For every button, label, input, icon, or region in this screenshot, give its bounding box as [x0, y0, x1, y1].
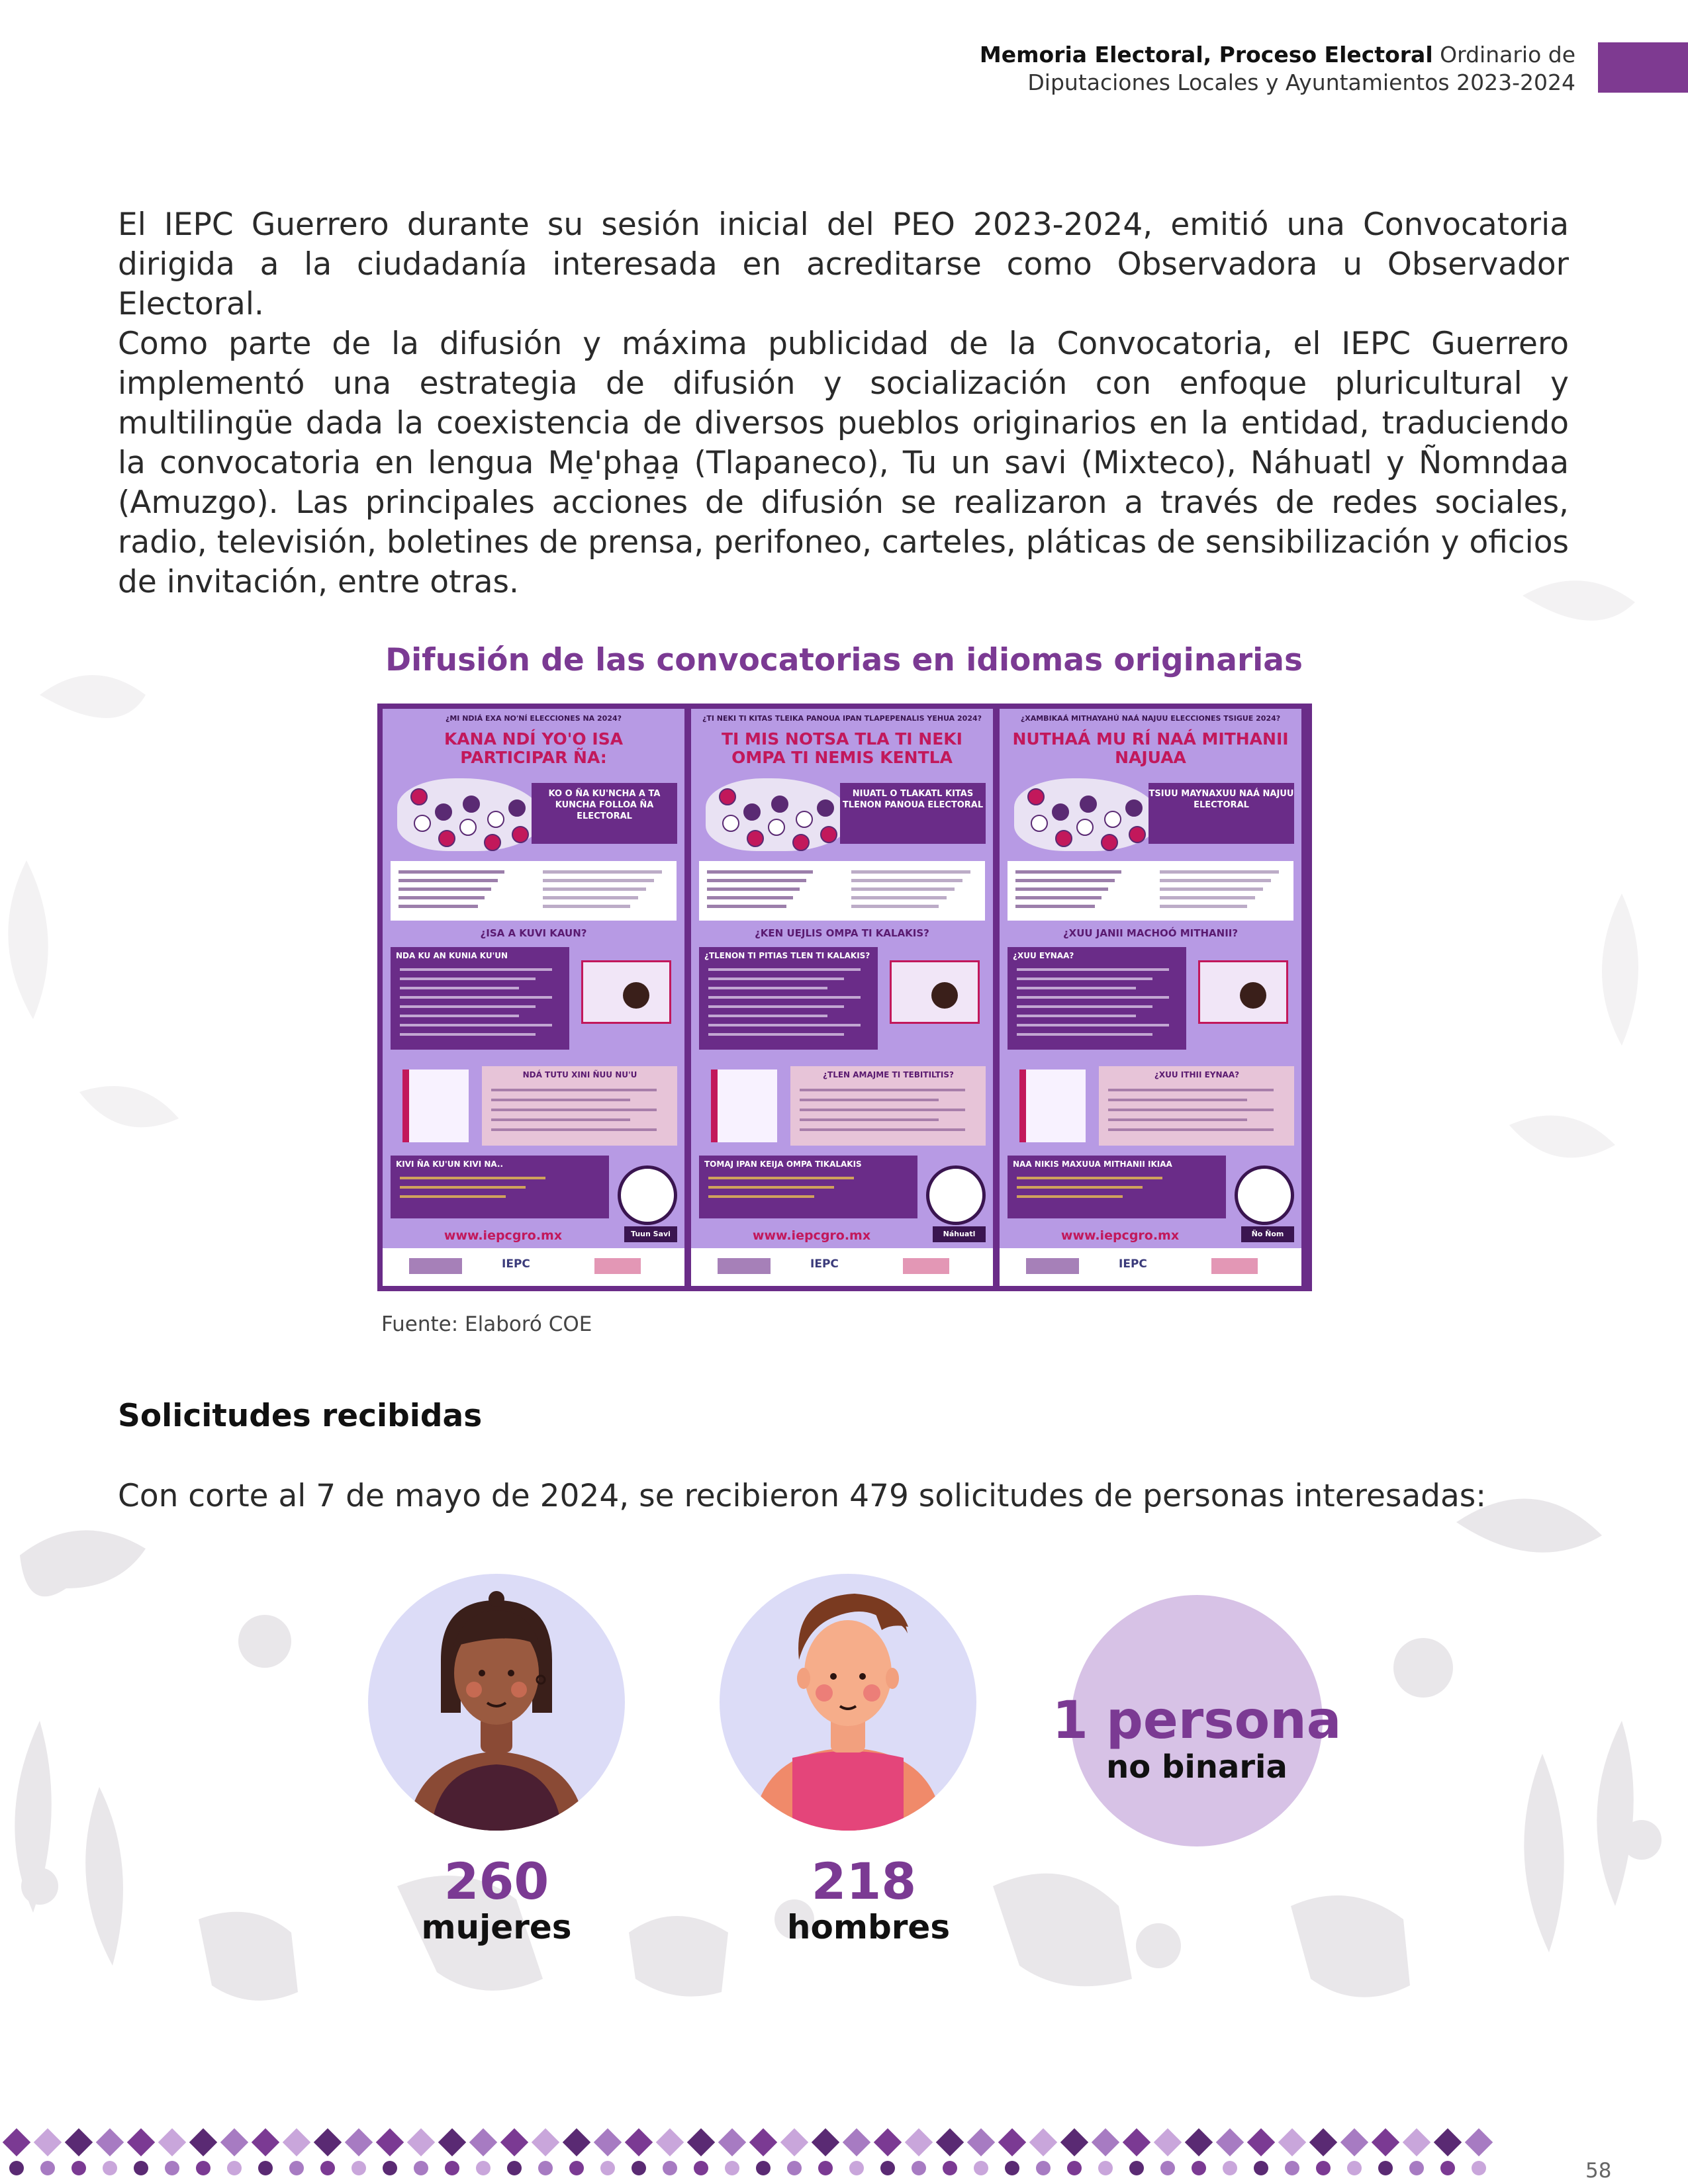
poster-info-box — [391, 861, 677, 921]
map-marker — [817, 799, 834, 817]
person-head — [1240, 982, 1266, 1009]
header-title-line2: Diputaciones Locales y Ayuntamientos 2023-2024 — [1027, 69, 1575, 95]
text-line — [1160, 870, 1279, 874]
map-marker — [796, 811, 813, 828]
map-marker — [792, 834, 810, 851]
border-motif — [3, 2128, 30, 2175]
text-line — [543, 887, 646, 891]
text-line — [1017, 1015, 1136, 1017]
poster-footer-logos — [383, 1248, 684, 1286]
text-line — [491, 1099, 630, 1101]
map-marker — [1125, 799, 1143, 817]
border-motif — [65, 2128, 93, 2175]
border-motif — [656, 2128, 684, 2175]
border-motif — [500, 2128, 528, 2175]
man-avatar — [720, 1574, 976, 1831]
text-line — [707, 879, 806, 882]
text-line — [1160, 887, 1263, 891]
text-line — [708, 1015, 827, 1017]
person-head — [931, 982, 958, 1009]
text-line — [800, 1109, 965, 1111]
poster-section — [482, 1066, 677, 1146]
nonbinary-count: 1 persona — [1052, 1691, 1342, 1751]
map-marker — [743, 803, 761, 821]
section-heading: Solicitudes recibidas — [118, 1398, 483, 1434]
poster-subheadline: NIUATL O TLAKATL KITAS TLENON PANOUA ELECTORAL — [840, 783, 986, 844]
border-motif — [1403, 2128, 1430, 2175]
map-marker — [1027, 788, 1045, 805]
text-line — [1017, 1005, 1152, 1008]
poster-info-box — [1008, 861, 1293, 921]
border-motif — [998, 2128, 1026, 2175]
poster-url: www.iepcgro.mx — [444, 1228, 563, 1243]
poster-headline: KANA NDÍ YO'O ISA PARTICIPAR ÑA: — [444, 729, 624, 767]
text-line — [400, 987, 519, 989]
text-line — [400, 1015, 519, 1017]
figure-source: Fuente: Elaboró COE — [381, 1312, 592, 1336]
poster-footer-logos — [691, 1248, 993, 1286]
person-head — [623, 982, 649, 1009]
document-illustration — [711, 1069, 777, 1142]
text-line — [1017, 1024, 1169, 1026]
text-line — [491, 1089, 657, 1091]
women-count: 260 — [444, 1852, 549, 1911]
text-line — [800, 1099, 939, 1101]
text-line — [851, 887, 955, 891]
poster-section-title: ¿XUU ITHII EYNAA? — [1154, 1070, 1240, 1079]
border-motif — [1216, 2128, 1244, 2175]
text-line — [708, 987, 827, 989]
text-line — [1015, 887, 1108, 891]
border-motif — [967, 2128, 995, 2175]
border-motif — [812, 2128, 839, 2175]
border-motif — [718, 2128, 746, 2175]
nonbinary-label: no binaria — [1106, 1749, 1288, 1786]
border-motif — [1278, 2128, 1306, 2175]
text-line — [708, 1005, 844, 1008]
solicitudes-intro: Con corte al 7 de mayo de 2024, se recibieron 479 solicitudes de personas interesadas: — [118, 1478, 1487, 1514]
map-marker — [459, 819, 477, 836]
text-line — [1015, 905, 1095, 908]
text-line — [800, 1128, 965, 1131]
text-line — [851, 870, 970, 874]
poster-url: www.iepcgro.mx — [752, 1228, 871, 1243]
text-line — [1015, 870, 1121, 874]
text-line — [1017, 1186, 1143, 1189]
text-line — [400, 1024, 552, 1026]
poster-question: ¿XUU JANII MACHOÓ MITHANII? — [1062, 927, 1239, 939]
map-marker — [747, 830, 764, 847]
text-line — [708, 1024, 861, 1026]
border-motif — [345, 2128, 373, 2175]
header-accent-bar — [1598, 42, 1688, 93]
document-illustration — [1019, 1069, 1086, 1142]
text-line — [1108, 1089, 1274, 1091]
clock-icon — [618, 1165, 677, 1225]
partner-logo — [1026, 1258, 1079, 1274]
text-line — [491, 1109, 657, 1111]
text-line — [1017, 996, 1169, 999]
poster-question: ¿ISA A KUVI KAUN? — [480, 927, 587, 939]
poster-url: www.iepcgro.mx — [1060, 1228, 1180, 1243]
text-line — [708, 1033, 844, 1036]
border-motif — [469, 2128, 497, 2175]
border-motif — [189, 2128, 217, 2175]
border-motif — [1372, 2128, 1399, 2175]
map-marker — [484, 834, 501, 851]
poster-section-title: NDÁ TUTU XINI ÑUU NU'U — [522, 1070, 637, 1079]
poster-map — [1014, 778, 1160, 851]
partner-logo — [1211, 1258, 1258, 1274]
text-line — [1017, 968, 1169, 971]
poster-info-box — [699, 861, 985, 921]
text-line — [1017, 987, 1136, 989]
poster-section — [391, 947, 569, 1050]
border-motif — [1434, 2128, 1462, 2175]
poster-question: ¿KEN UEJLIS OMPA TI KALAKIS? — [755, 927, 929, 939]
text-line — [708, 1186, 834, 1189]
map-marker — [508, 799, 526, 817]
poster-section-title: ¿TLEN AMAJME TI TEBITILTIS? — [823, 1070, 954, 1079]
map-marker — [1080, 796, 1097, 813]
partner-logo — [718, 1258, 771, 1274]
border-motif — [1092, 2128, 1119, 2175]
page-number: 58 — [1585, 2159, 1612, 2183]
running-header — [649, 41, 1575, 97]
header-title-bold: Memoria Electoral, Proceso Electoral — [979, 42, 1433, 68]
border-motif — [563, 2128, 590, 2175]
map-marker — [487, 811, 504, 828]
poster-map — [397, 778, 543, 851]
border-motif — [1185, 2128, 1213, 2175]
border-motif — [532, 2128, 559, 2175]
text-line — [543, 905, 630, 908]
text-line — [1160, 879, 1271, 882]
text-line — [1017, 1033, 1152, 1036]
text-line — [1015, 896, 1102, 899]
partner-logo — [409, 1258, 462, 1274]
body-paragraph-1: El IEPC Guerrero durante su sesión inicial del PEO 2023-2024, emitió una Convocatoria dirigida a la ciudadanía interesada en acreditarse como Observadora u Observador Electoral. — [118, 206, 1569, 322]
text-line — [707, 905, 786, 908]
text-line — [400, 968, 552, 971]
border-motif — [283, 2128, 310, 2175]
map-marker — [722, 815, 739, 832]
text-line — [543, 896, 638, 899]
poster-section-title: NAA NIKIS MAXUUA MITHANII IKIAA — [1013, 1160, 1172, 1169]
poster-language-tag: Tuun Savi — [624, 1226, 677, 1242]
iepc-logo: IEPC — [502, 1257, 530, 1271]
border-motif — [252, 2128, 279, 2175]
border-motif — [438, 2128, 466, 2175]
clock-icon — [926, 1165, 986, 1225]
text-line — [851, 879, 962, 882]
border-motif — [158, 2128, 186, 2175]
poster-section — [1099, 1066, 1294, 1146]
poster-section-title: NDA KU AN KUNIA KU'UN — [396, 951, 508, 960]
map-marker — [1101, 834, 1118, 851]
poster-top-text: ¿MI NDIÁ EXA NO'NÍ ELECCIONES NA 2024? — [445, 714, 622, 723]
poster-section — [699, 947, 878, 1050]
border-motif — [1060, 2128, 1088, 2175]
text-line — [399, 887, 491, 891]
woman-avatar — [368, 1574, 625, 1831]
poster-footer-logos — [1000, 1248, 1301, 1286]
poster-language-tag: Ño Ñom — [1241, 1226, 1294, 1242]
border-motif — [1029, 2128, 1057, 2175]
text-line — [1108, 1128, 1274, 1131]
text-line — [1160, 896, 1255, 899]
language-poster — [383, 709, 684, 1286]
man-illustration — [720, 1574, 976, 1831]
text-line — [851, 905, 939, 908]
poster-section — [1008, 947, 1186, 1050]
text-line — [1108, 1099, 1247, 1101]
poster-section-title: ¿TLENON TI PITIAS TLEN TI KALAKIS? — [704, 951, 870, 960]
poster-section-title: TOMAJ IPAN KEIJA OMPA TIKALAKIS — [704, 1160, 862, 1169]
border-motif — [127, 2128, 155, 2175]
border-motif — [625, 2128, 653, 2175]
men-count: 218 — [811, 1852, 917, 1911]
poster-section — [790, 1066, 986, 1146]
text-line — [399, 879, 498, 882]
poster-section — [699, 1156, 917, 1218]
text-line — [1108, 1109, 1274, 1111]
border-motif — [687, 2128, 715, 2175]
document-illustration — [402, 1069, 469, 1142]
map-marker — [1055, 830, 1072, 847]
text-line — [400, 996, 552, 999]
map-marker — [768, 819, 785, 836]
iepc-logo: IEPC — [1119, 1257, 1147, 1271]
border-motif — [220, 2128, 248, 2175]
text-line — [400, 1186, 526, 1189]
border-motif — [34, 2128, 62, 2175]
text-line — [1017, 978, 1152, 980]
text-line — [1017, 1177, 1162, 1179]
figure-title: Difusión de las convocatorias en idiomas originarias — [385, 642, 1303, 678]
text-line — [707, 870, 813, 874]
language-poster — [1000, 709, 1301, 1286]
border-motif — [376, 2128, 404, 2175]
text-line — [708, 968, 861, 971]
embroidery-border — [0, 2109, 1503, 2184]
map-marker — [438, 830, 455, 847]
text-line — [851, 896, 947, 899]
text-line — [491, 1118, 630, 1121]
map-marker — [820, 826, 837, 843]
text-line — [399, 870, 504, 874]
partner-logo — [594, 1258, 641, 1274]
map-marker — [1129, 826, 1146, 843]
border-motif — [843, 2128, 870, 2175]
border-motif — [1309, 2128, 1337, 2175]
border-motif — [314, 2128, 342, 2175]
woman-illustration — [368, 1574, 625, 1831]
border-motif — [749, 2128, 777, 2175]
poster-language-tag: Náhuatl — [933, 1226, 986, 1242]
language-poster — [691, 709, 993, 1286]
laptop-illustration — [1198, 960, 1288, 1024]
text-line — [491, 1128, 657, 1131]
map-marker — [771, 796, 788, 813]
border-motif — [407, 2128, 435, 2175]
map-marker — [1031, 815, 1048, 832]
poster-section — [1008, 1156, 1226, 1218]
border-motif — [936, 2128, 964, 2175]
text-line — [400, 1177, 545, 1179]
border-motif — [594, 2128, 622, 2175]
text-line — [543, 879, 654, 882]
text-line — [399, 896, 485, 899]
poster-subheadline: TSIUU MAYNAXUU NAÁ NAJUU ELECTORAL — [1149, 783, 1294, 844]
text-line — [400, 1195, 506, 1198]
text-line — [1108, 1118, 1247, 1121]
border-motif — [874, 2128, 902, 2175]
poster-headline: NUTHAÁ MU RÍ NAÁ MITHANII NAJUAA — [1012, 729, 1289, 767]
poster-section-title: KIVI ÑA KU'UN KIVI NA.. — [396, 1160, 504, 1169]
posters-image — [377, 704, 1312, 1291]
text-line — [708, 1195, 814, 1198]
map-marker — [512, 826, 529, 843]
map-marker — [414, 815, 431, 832]
text-line — [1015, 879, 1115, 882]
partner-logo — [903, 1258, 949, 1274]
text-line — [800, 1118, 939, 1121]
text-line — [400, 1005, 536, 1008]
text-line — [1160, 905, 1247, 908]
text-line — [707, 896, 793, 899]
border-motif — [1465, 2128, 1493, 2175]
men-label: hombres — [786, 1908, 951, 1946]
text-line — [1017, 1195, 1123, 1198]
map-marker — [435, 803, 452, 821]
map-marker — [1052, 803, 1069, 821]
text-line — [543, 870, 662, 874]
iepc-logo: IEPC — [810, 1257, 839, 1271]
text-line — [400, 978, 536, 980]
border-motif — [780, 2128, 808, 2175]
map-marker — [719, 788, 736, 805]
text-line — [708, 978, 844, 980]
text-line — [400, 1033, 536, 1036]
laptop-illustration — [581, 960, 671, 1024]
poster-map — [706, 778, 851, 851]
border-motif — [1340, 2128, 1368, 2175]
clock-icon — [1235, 1165, 1294, 1225]
text-line — [708, 1177, 854, 1179]
text-line — [800, 1089, 965, 1091]
border-motif — [1123, 2128, 1150, 2175]
header-title-rest: Ordinario de — [1432, 42, 1575, 68]
map-marker — [1076, 819, 1094, 836]
border-motif — [1247, 2128, 1275, 2175]
map-marker — [1104, 811, 1121, 828]
map-marker — [410, 788, 428, 805]
poster-subheadline: KO O ÑA KU'NCHA A TA KUNCHA FOLLOA ÑA ELECTORAL — [532, 783, 677, 844]
poster-section-title: ¿XUU EYNAA? — [1013, 951, 1074, 960]
border-motif — [1154, 2128, 1182, 2175]
poster-section — [391, 1156, 609, 1218]
border-motif — [96, 2128, 124, 2175]
poster-headline: TI MIS NOTSA TLA TI NEKI OMPA TI NEMIS KENTLA — [721, 729, 962, 767]
map-marker — [463, 796, 480, 813]
poster-top-text: ¿TI NEKI TI KITAS TLEIKA PANOUA IPAN TLAPEPENALIS YEHUA 2024? — [702, 714, 982, 723]
text-line — [707, 887, 800, 891]
women-label: mujeres — [421, 1908, 572, 1946]
body-paragraph-2: Como parte de la difusión y máxima publicidad de la Convocatoria, el IEPC Guerrero implementó una estrategia de difusión y socialización con enfoque pluricultural y multilingüe dada la coexistencia de diversos pueblos originarios en la entidad, traduciendo la convocatoria en lengua Me̠ꞌpha̠a̠ (Tlapaneco), Tu un savi (Mixteco), Náhuatl y Ñomndaa (Amuzgo). Las principales acciones de difusión se realizaron a través de redes sociales, radio, televisión, boletines de prensa, perifoneo, carteles, pláticas de sensibilización y oficios de invitación, entre otras. — [118, 326, 1569, 600]
laptop-illustration — [890, 960, 980, 1024]
text-line — [708, 996, 861, 999]
text-line — [399, 905, 478, 908]
poster-top-text: ¿XAMBIKAÁ MITHAYAHÚ NAÁ NAJUU ELECCIONES TSIGUE 2024? — [1020, 714, 1281, 723]
border-motif — [905, 2128, 933, 2175]
